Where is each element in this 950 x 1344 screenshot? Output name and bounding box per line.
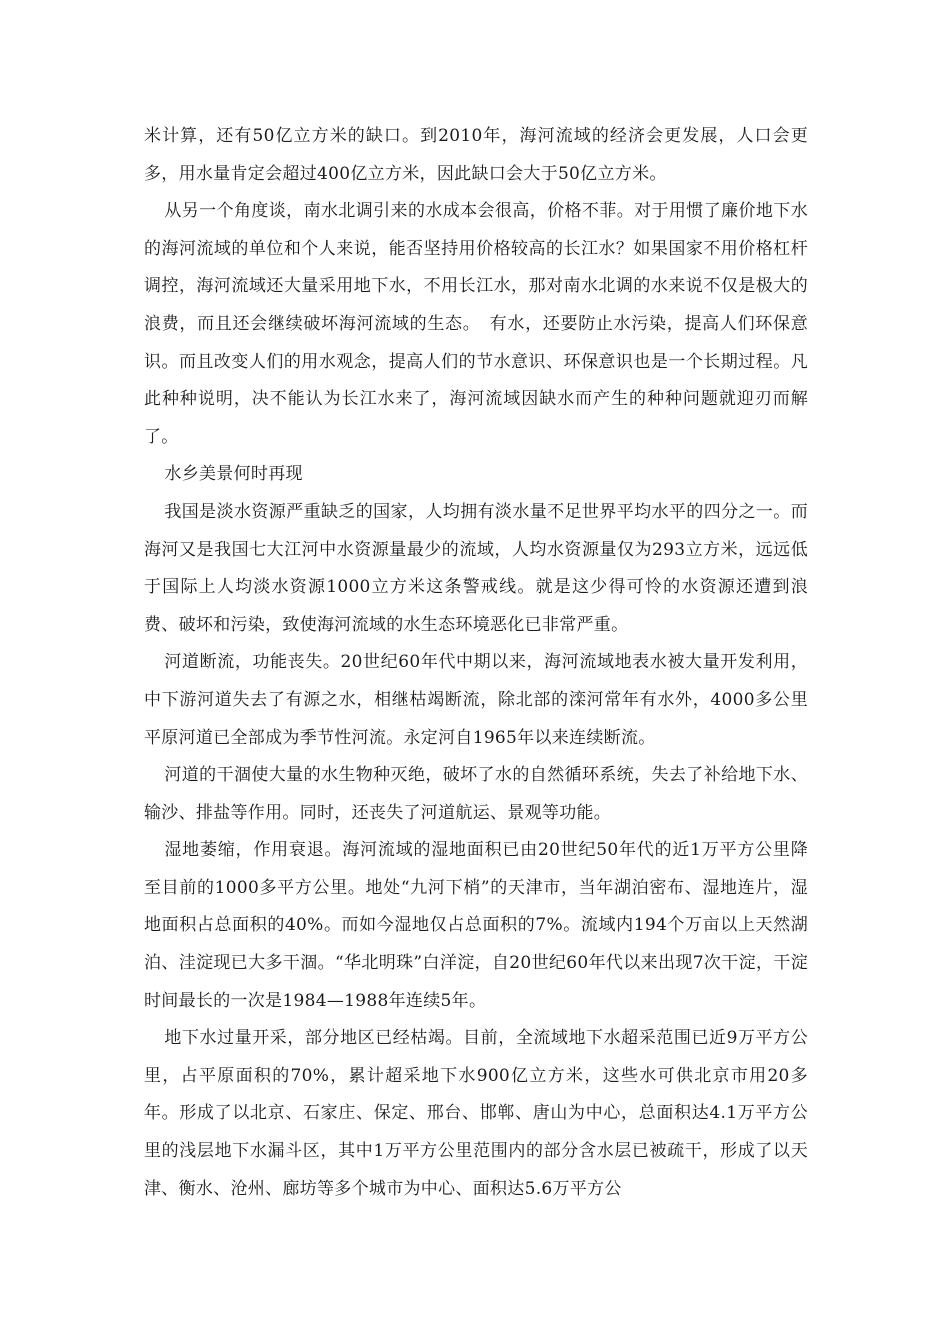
paragraph-ecosystem-loss: 河道的干涸使大量的水生物种灭绝，破坏了水的自然循环系统，失去了补给地下水、输沙、排盐等作用。同时，还丧失了河道航运、景观等功能。 (144, 765, 808, 823)
paragraph-wetland-shrinkage: 湿地萎缩，作用衰退。海河流域的湿地面积已由20世纪50年代的近1万平方公里降至目前的1000多平方公里。地处“九河下梢”的天津市，当年湖泊密布、湿地连片，湿地面积占总面积的40%。而如今湿地仅占总面积的7%。流域内194个万亩以上天然湖泊、洼淀现已大多干涸。“华北明珠”白洋淀，自20世纪60年代以来出现7次干淀，干淀时间最长的一次是1984—1988年连续5年。 (144, 840, 808, 1011)
paragraph-water-gap: 米计算，还有50亿立方米的缺口。到2010年，海河流域的经济会更发展，人口会更多，用水量肯定会超过400亿立方米，因此缺口会大于50亿立方米。 (144, 126, 808, 184)
paragraph-water-scarcity: 我国是淡水资源严重缺乏的国家，人均拥有淡水量不足世界平均水平的四分之一。而海河又是我国七大江河中水资源量最少的流域，人均水资源量仅为293立方米，远远低于国际上人均淡水资源1000立方米这条警戒线。就是这少得可怜的水资源还遭到浪费、破坏和污染，致使海河流域的水生态环境恶化已非常严重。 (144, 501, 808, 635)
paragraph-groundwater-overuse: 地下水过量开采，部分地区已经枯竭。目前，全流域地下水超采范围已近9万平方公里，占平原面积的70%，累计超采地下水900亿立方米，这些水可供北京市用20多年。形成了以北京、石家庄、保定、邢台、邯郸、唐山为中心，总面积达4.1万平方公里的浅层地下水漏斗区，其中1万平方公里范围内的部分含水层已被疏干，形成了以天津、衡水、沧州、廊坊等多个城市为中心、面积达5.6万平方公 (144, 1028, 808, 1199)
paragraph-cost-and-pollution: 从另一个角度谈，南水北调引来的水成本会很高，价格不菲。对于用惯了廉价地下水的海河流域的单位和个人来说，能否坚持用价格较高的长江水？如果国家不用价格杠杆调控，海河流域还大量采用地下水，不用长江水，那对南水北调的水来说不仅是极大的浪费，而且还会继续破坏海河流域的生态。 有水，还要防止水污染，提高人们环保意识。而且改变人们的用水观念，提高人们的节水意识、环保意识也是一个长期过程。凡此种种说明，决不能认为长江水来了，海河流域因缺水而产生的种种问题就迎刃而解了。 (144, 201, 808, 447)
document-body (144, 118, 808, 1208)
section-heading: 水乡美景何时再现 (164, 464, 303, 485)
paragraph-river-cutoff: 河道断流，功能丧失。20世纪60年代中期以来，海河流域地表水被大量开发利用，中下游河道失去了有源之水，相继枯竭断流，除北部的滦河常年有水外，4000多公里平原河道已全部成为季节性河流。永定河自1965年以来连续断流。 (144, 652, 808, 748)
